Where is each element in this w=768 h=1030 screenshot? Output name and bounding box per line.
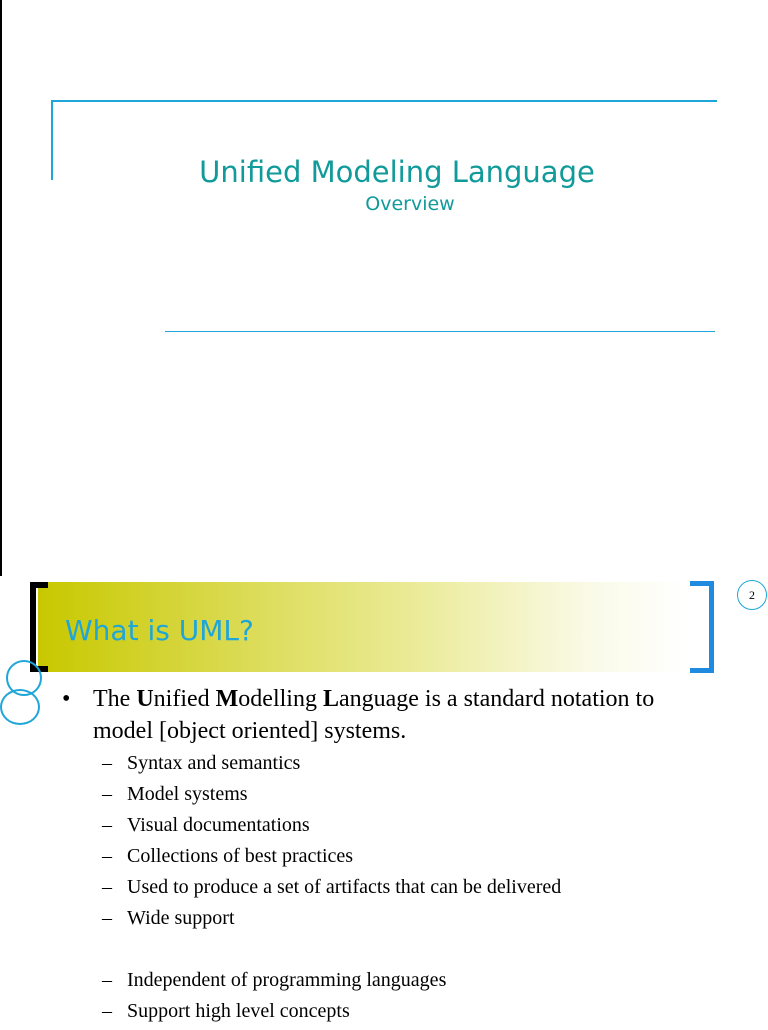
slide-left-border (0, 0, 2, 576)
bullet-marker: • (62, 686, 71, 712)
right-bracket-decoration (690, 581, 714, 673)
slide-title: Unified Modeling Language (199, 155, 595, 189)
bullet-text: The Unified Modelling Language is a standard notation to model [object oriented] systems. (93, 686, 655, 744)
slide-subtitle: Overview (365, 193, 455, 215)
main-bullet (62, 683, 712, 747)
decorative-circle-lower (0, 689, 40, 725)
page-number-badge: 2 (737, 580, 767, 610)
content-slide-title: What is UML? (65, 614, 254, 647)
left-bracket-decoration (30, 582, 48, 672)
content-slide: What is UML? 2 • The Unified Modelling Language is a standard notation to model [object oriented] systems. – Syntax and semantics – Model systems – Visual documentations – Collections of best practices – Used to produce a set of artifacts that can be delivered – Wide support – Independent of programming languages – Support high level concepts (0, 576, 768, 1024)
frame-bottom-line (165, 331, 715, 332)
frame-top-line (51, 100, 717, 102)
frame-left-line (51, 100, 53, 180)
